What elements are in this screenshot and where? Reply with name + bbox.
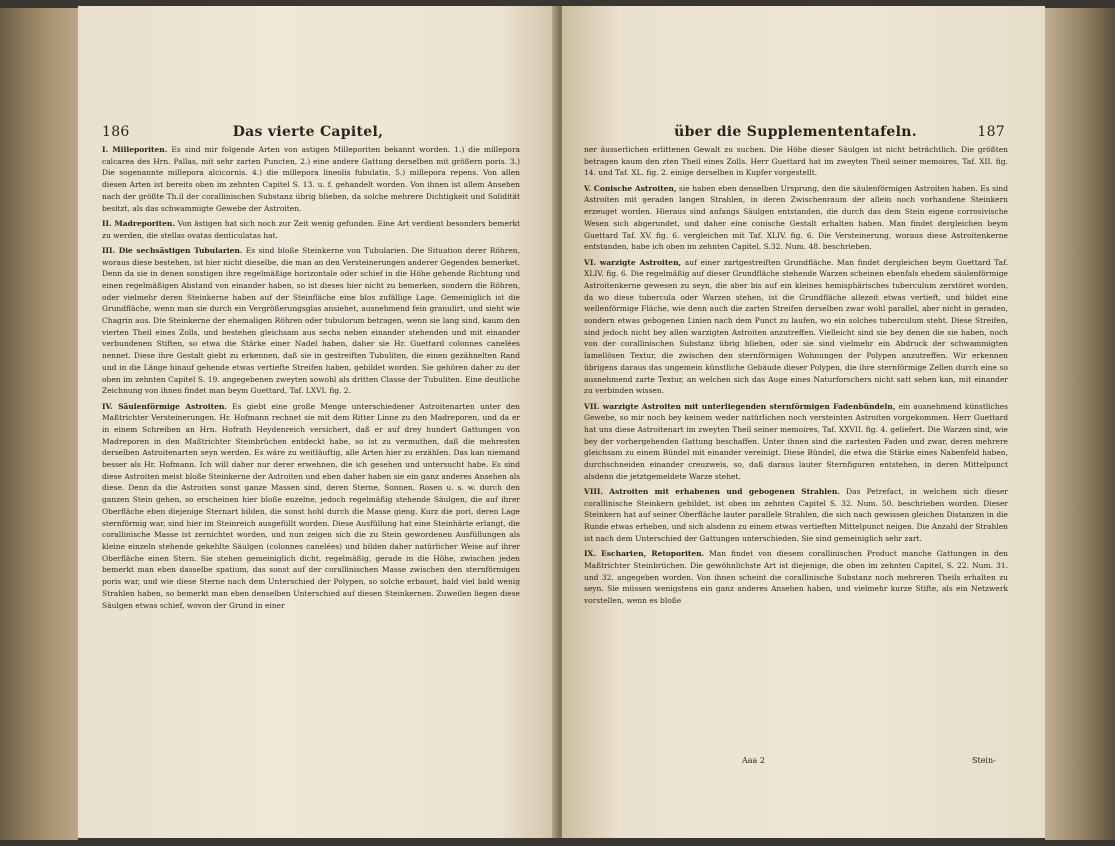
paragraph-text: Man findet von diesem corallinischen Product manche Gattungen in den Maßtrichter Steinbrüchen. Die gewöhnlichste Art ist diejenige, die oben im zehnten Capitel, S. 22. Num. 31. und 32. angegeben worden. Von ihnen scheint die corallinische Substanz noch mehreren Theils erhalten zu seyn. Sie müssen wenigstens ein ganz anderes Ansehen haben, und vielmehr kurze Stifte, als ein Netzwerk vorstellen, wenn es bloße bbox=[584, 549, 1009, 605]
left-page bbox=[78, 6, 558, 838]
page-edges-right bbox=[1045, 8, 1115, 840]
right-head-title: über die Supplemententafeln. bbox=[674, 124, 917, 140]
paragraph-lead: VIII. Astroiten mit erhabenen und gebogenen Strahlen. bbox=[584, 487, 840, 497]
paragraph bbox=[102, 401, 520, 612]
paragraph bbox=[102, 218, 520, 241]
paragraph-lead: II. Madreporiten. bbox=[102, 218, 175, 228]
paragraph-text: auf einer zartgestreiften Grundfläche. Man findet dergleichen beym Guettard Taf. XLIV. fig. 6. Die regelmäßig auf dieser Grundfläche stehende Warzen scheinen ebenfals ehedem säulenförmige Astroitenkerne gewesen zu seyn, die aber bis auf ein kleines hemisphärisches tuberculum zerstöret worden, da wo diese tubercula oder Warzen stehen, ist die Grundfläche allezeit etwas vertieft, und bildet eine wellenförmige Fläche, wie denn auch die zarten Streifen derselben zwar wohl parallel, aber nicht in geraden, sondern etwas gebogenen Linien nach dem Punct zu laufen, wo ein solches tuberculum steht. Diese Streifen, sind jedoch nicht bey allen warzigten Astroiten anzutreffen. Vielleicht sind sie bey denen die sie haben, noch von der corallinischen Substanz übrig blieben, oder sie sind vielmehr ein Abdruck der schwammigten lamellösen Textur, die zwischen den sternförmigen Wohnungen der Polypen anzutreffen. Wir erkennen übrigens daraus das ungemein künstliche Gebäude dieser Polypen, die ihre sternförmige Zellen durch eine so ausnehmend zarte Textur, an welchen sich das Auge eines Naturforschers nicht satt sehen kan, mit einander zu verbinden wissen. bbox=[584, 257, 1008, 396]
right-body-text bbox=[584, 144, 1008, 610]
paragraph bbox=[102, 144, 520, 214]
paragraph-lead: VI. warzigte Astroiten, bbox=[584, 257, 682, 267]
paragraph bbox=[584, 144, 1008, 179]
left-body-text bbox=[102, 144, 520, 615]
right-page bbox=[562, 6, 1045, 838]
left-head-title: Das vierte Capitel, bbox=[232, 124, 384, 140]
paragraph-lead: VII. warzigte Astroiten mit unterliegenden sternförmigen Fadenbündeln, bbox=[584, 401, 896, 411]
paragraph bbox=[584, 548, 1008, 607]
paragraph-text: Es sind mir folgende Arten von astigen Milleporiten bekannt worden. 1.) die millepora calcarea des Hrn. Pallas, mit sehr zarten Puncten, 2.) eine andere Gattung derselben mit größern poris. 3.) Die sogenannte millepora alcicornis. 4.) die millepora lineolis fubulatis, 5.) millepora repens. Von allen diesen Arten ist bereits oben im zehnten Capitel S. 13. u. f. gehandelt worden. Von ihnen ist allem Ansehen nach der größte Th.il der corallinischen Substanz übrig blieben, da solche mehrere Dichtigkeit und Solidität besitzt, als das schwammigte Gewebe der Astroiten. bbox=[102, 145, 521, 213]
paragraph-text: Es sind bloße Steinkerne von Tubularien. Die Situation derer Röhren, woraus diese bestehen, ist hier nicht dieselbe, die man an den Versteinerungen anderer Gegenden bemerket. Denn da sie in denen sonstigen ihre regelmäßige horizontale oder schief in die Höhe gehende Richtung und einen regelmäßigen Abstand von einander haben, so ist dieses hier nicht zu bemerken, sondern die Röhren, oder vielmehr deren Steinkerne haben auf der Steinfläche eine blos zufällige Lage. Gemeiniglich ist die Grundfläche, wenn man sie durch ein Vergrößerungsglas ansiehet, ausnehmend fein granulirt, und sieht wie Chagrin aus. Die Steinkerne der ehemaligen Röhren oder tubulorum betragen, wenn sie lang sind, kaum den vierten Theil eines Zolls, und bestehen gleichsam aus sechs neben einander stehenden und mit einander verbundenen Stiften, so etwa die Stärke einer Nadel haben, daher sie Hr. Guettard colonnes canelées nennet. Diese ihre Gestalt giebt zu erkennen, daß sie in gestreiften Tubuliten, die einen gezähnelten Rand und in die Länge hinauf gehende etwas vertiefte Streifen haben, gebildet worden. Sie gehören daher zu der oben im zehnten Capitel S. 19. angegebenen zweyten sowohl als dritten Classe der Tubuliten. Eine deutliche Zeichnung von ihnen findet man beym Guettard, Taf. LXVI. fig. 2. bbox=[102, 245, 520, 396]
paragraph bbox=[584, 486, 1008, 545]
page-edges-left bbox=[0, 8, 78, 840]
paragraph-lead: IV. Säulenförmige Astroiten. bbox=[102, 401, 227, 411]
paragraph-text: sie haben eben denselben Ursprung, den die säulenförmigen Astroiten haben. Es sind Astroiten mit geraden langen Strahlen, in deren Zwischenraum der allein noch vorhandene Steinkern erzeuget worden. Hieraus sind anfangs Säulgen entstanden, die durch das dem Stein eigene corrosivische Wesen sich abgerundet, und daher eine conische Gestalt erhalten haben. Man findet dergleichen beym Guettard Taf. XV. fig. 6. vergleichen mit Taf. XLIV. fig. 6. Die Versteinerung, woraus diese Astroitenkerne entstanden, habe ich oben im zehnten Capitel, S.32. Num. 48. beschrieben. bbox=[584, 183, 1008, 252]
paragraph-text: ein ausnehmend künstliches Gewebe, so mir noch bey keinem weder natürlichen noch versteinten Astroiten vorgekommen. Herr Guettard hat uns diese Astroitenart im zweyten Theil seiner memoires, Taf. XXVII. fig. 4. geliefert. Die Warzen sind, wie bey der vorhergehenden Gattung beschaffen. Unter ihnen sind die zartesten Faden und zwar, deren mehrere gleichsam zu einem Bündel mit einander vereinigt. Diese Bündel, die etwa die Stärke eines Nabenfeld haben, durchschneiden einander creuzweis, so, daß daraus lauter Sternfiguren entstehen, in deren Mittelpunct alsdenn die jetztgemeldete Warze stehet. bbox=[584, 401, 1008, 481]
paragraph-text: Es giebt eine große Menge unterschiedener Astroitenarten unter den Maßtrichter Versteinerungen. Hr. Hofmann rechnet sie mit dem Ritter Linne zu den Madreporen, und da er in einem Schreiben an Hrn. Hofrath Heydenreich versichert, daß er auf drey hundert Gattungen von Madreporen in den Maßtrichter Steinbrüchen entdeckt habe, so ist zu vermuthen, daß die mehresten derselben Astroitenarten seyn werden. Es wäre zu weitläuftig, alle Arten hier zu erzählen. Das kan niemand besser als Hr. Hofmann. Ich will daher nur derer erwehnen, die ich gesehen und untersucht habe. Es sind diese Astroiten meist bloße Steinkerne der Astroiten und eben daher haben sie ein ganz anderes Ansehen als diese. Denn da die Astroiten sonst ganze Massen sind, deren Sterne, Sonnen, Rosen u. s. w. durch den ganzen Stein gehen, so erscheinen hier bloße enzelne, jedoch regelmäßig stehende Säulgen, die auf ihrer Oberfläche eben diejenige Sternart bilden, die sonst hohl durch die Masse gieng. Kurz die pori, deren Lage sternförmig war, sind hier im Steinreich ausgefüllt worden. Diese Ausfüllung hat eine Steinhärte erlangt, die corallinische Masse ist zernichtet worden, und nun zeigen sich die zu Stein gewordenen Ausfüllungen als kleine einzeln stehende gekehlte Säulgen (colonnes canelées) und bilden daher natürlicher Weise auf ihrer Oberfläche einen Stern. Sie stehen gemeiniglich dicht, regelmäßig, gerade in die Höhe, zwischen jeden bemerkt man eben dasselbe spatium, das sonst auf der corallinischen Masse zwischen den sternförmigen poris war, und wie diese Sterne nach dem Unterschied der Polypen, so solche erbauet, bald viel bald wenig Strahlen haben, so bemerkt man eben denselben Unterschied auf diesen Steinkernen. Zuweilen liegen diese Säulgen etwas schief, wovon der Grund in einer bbox=[102, 401, 521, 610]
paragraph-lead: IX. Escharten, Retoporiten. bbox=[584, 549, 705, 559]
paragraph bbox=[584, 183, 1008, 253]
paragraph-text: Von ästigen hat sich noch zur Zeit wenig gefunden. Eine Art verdient besonders bemerkt zu werden, die stellas ovatas denticulatas hat. bbox=[102, 218, 521, 240]
paragraph bbox=[584, 401, 1008, 483]
paragraph-lead: I. Milleporiten. bbox=[102, 145, 168, 154]
catchword: Stein- bbox=[972, 756, 996, 765]
left-running-head bbox=[102, 124, 514, 144]
signature-mark: Aaa 2 bbox=[742, 756, 765, 765]
paragraph-lead: III. Die sechsästigen Tubularien. bbox=[102, 245, 243, 255]
paragraph-lead: V. Conische Astroiten, bbox=[584, 183, 677, 193]
paragraph bbox=[102, 245, 520, 397]
right-page-number: 187 bbox=[977, 124, 1005, 140]
paragraph-text: ner äusserlichen erlittenen Gewalt zu suchen. Die Höhe dieser Säulgen ist nicht beträchtlich. Die größten betragen kaum den zten Theil eines Zolls. Herr Guettard hat im zweyten Theil seiner memoires, Taf. XII. fig. 14. und Taf. XL. fig. 2. einige derselben in Kupfer vorgestellt. bbox=[584, 145, 1008, 178]
paragraph bbox=[584, 257, 1008, 397]
right-running-head bbox=[586, 124, 1005, 144]
paragraph-text: Das Petrefact, in welchem sich dieser corallinische Steinkern gebildet, ist oben im zehnten Capitel S. 32. Num. 50. beschrieben worden. Dieser Steinkern hat auf seiner Oberfläche lauter parallele Strahlen, die sich nach gewissen gleichen Distanzen in die Runde etwas erheben, und sich alsdenn zu einem etwas vertieften Mittelpunct neigen. Die Anzahl der Strahlen ist nach dem Unterschied der Gattungen unterschieden. Sie sind gemeiniglich sehr zart. bbox=[584, 487, 1008, 543]
left-page-number: 186 bbox=[102, 124, 130, 140]
